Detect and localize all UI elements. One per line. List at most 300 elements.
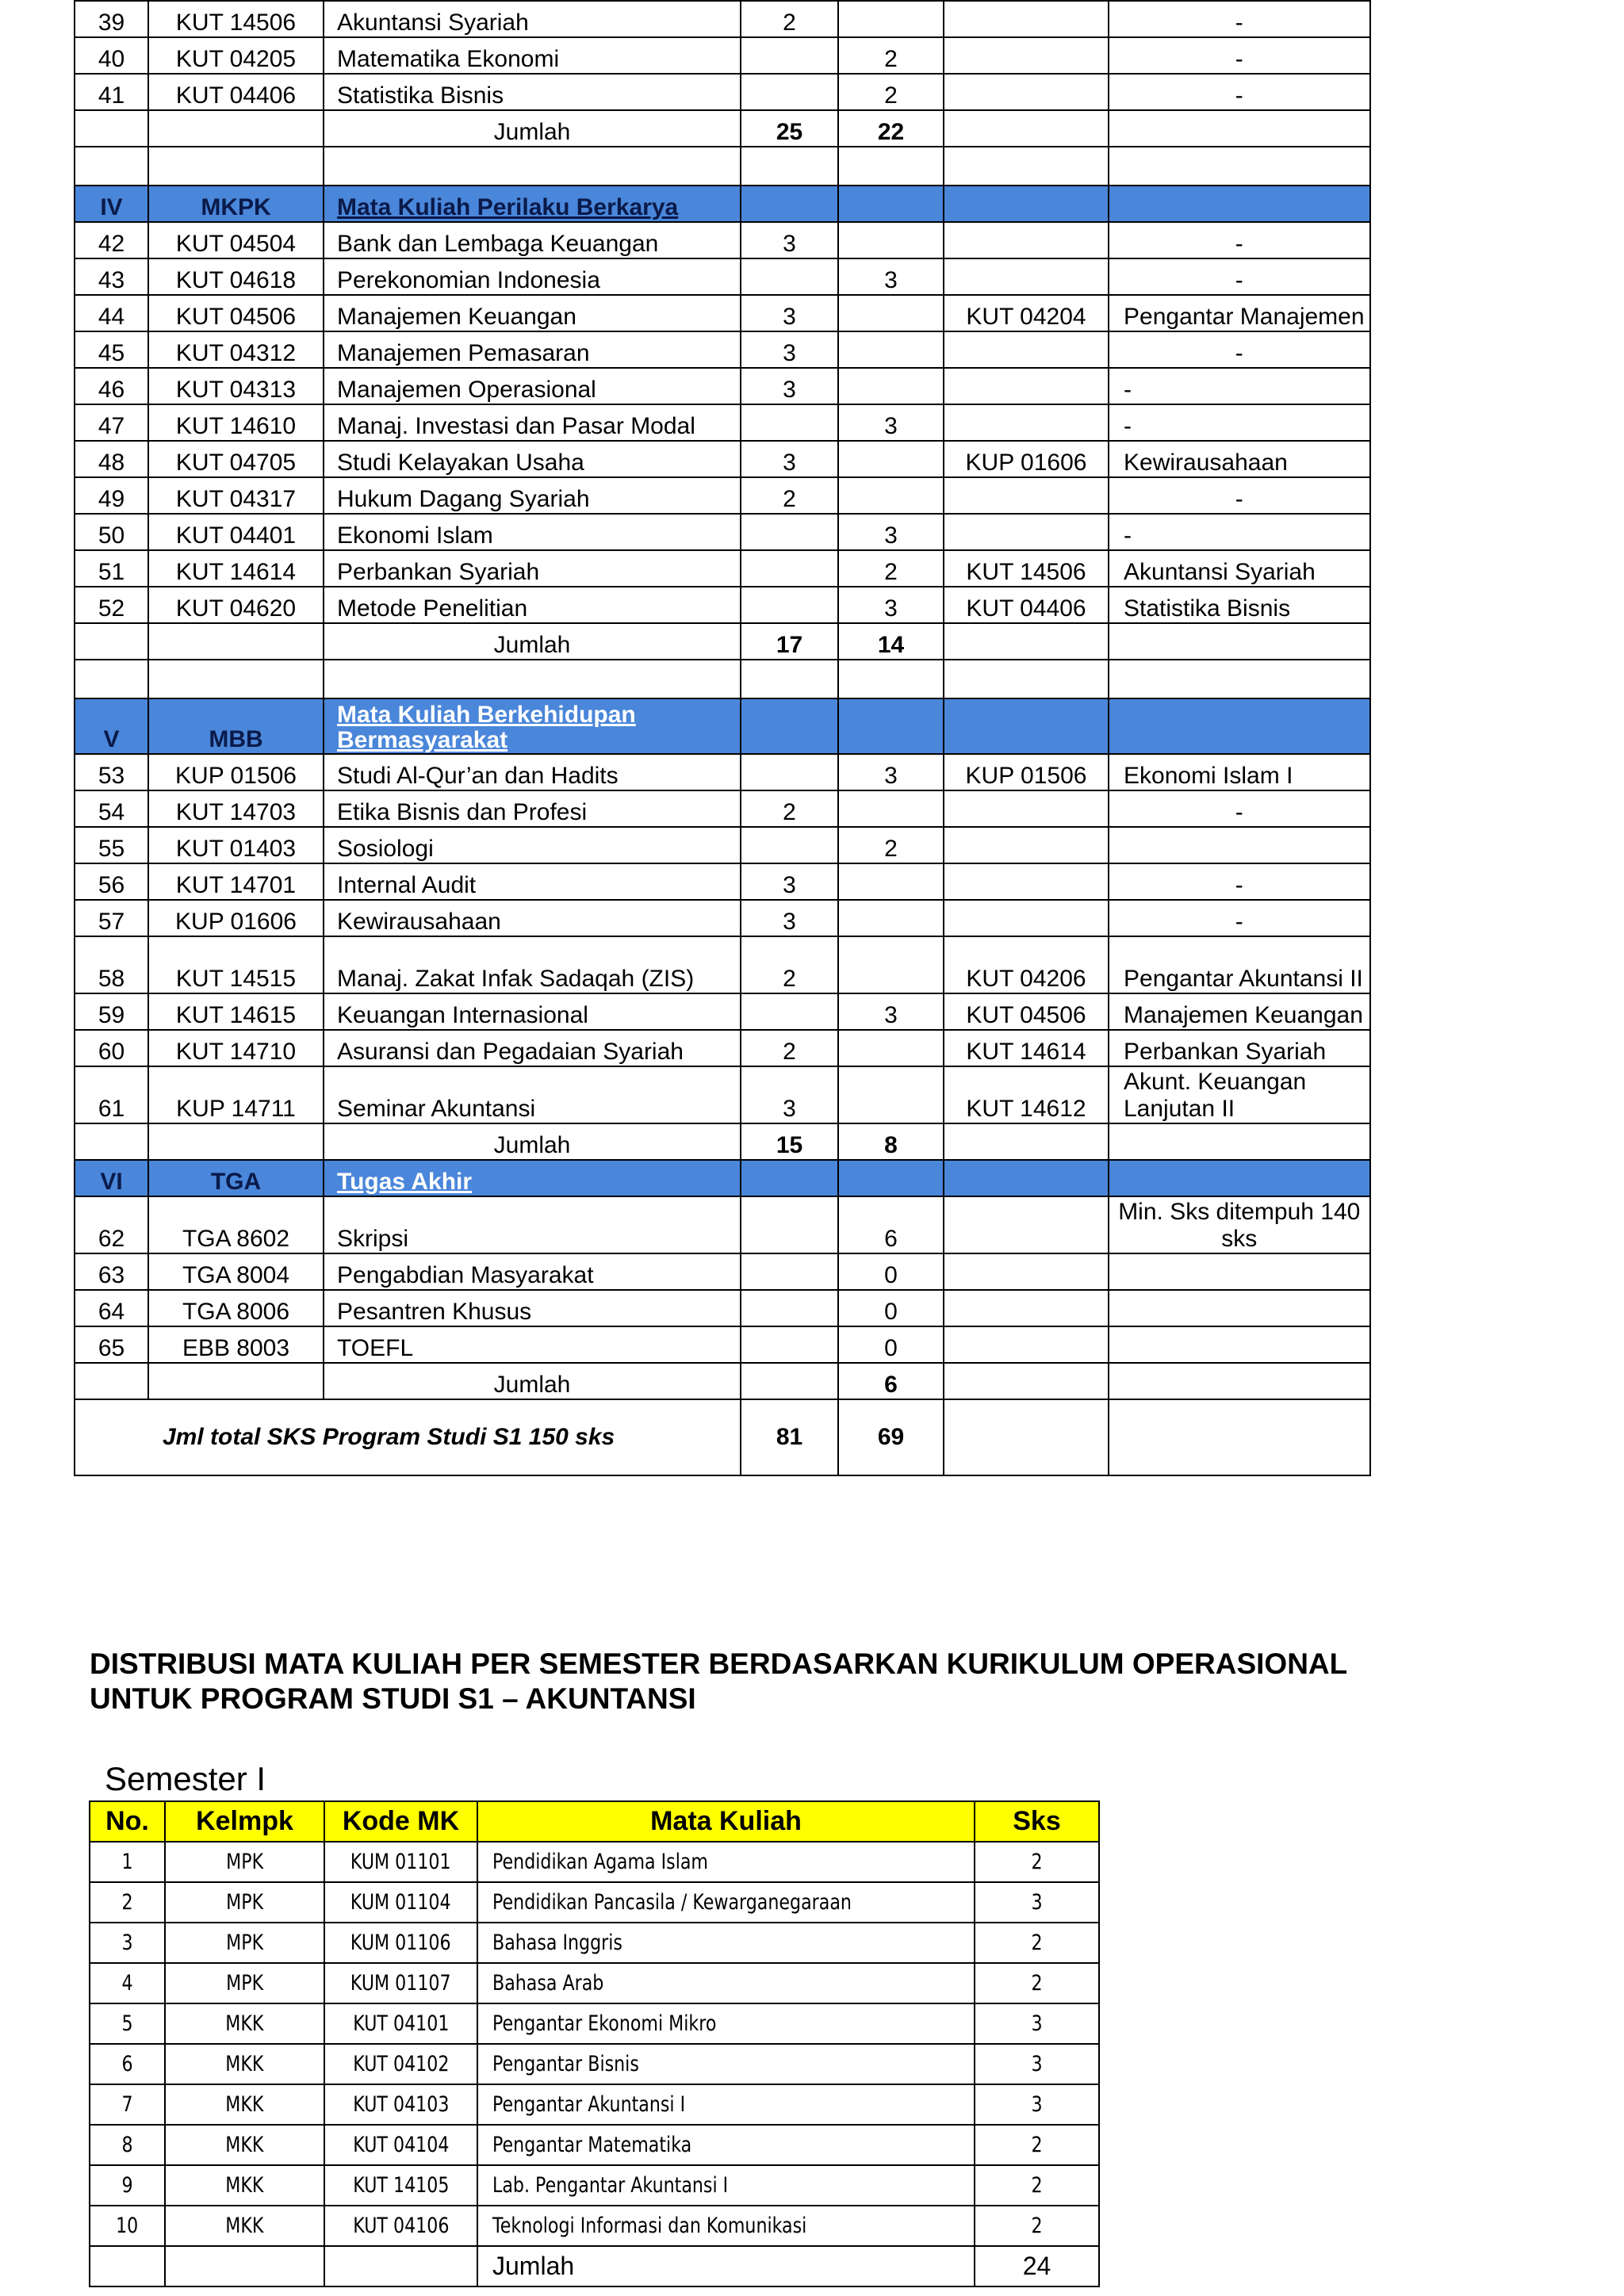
semester-code-cell: [324, 2165, 477, 2206]
semester-course: Pendidikan Agama Islam: [492, 1850, 708, 1874]
prereq-code: KUT 04204: [944, 295, 1109, 331]
semester-course: Pengantar Akuntansi I: [492, 2092, 686, 2117]
prereq-code: [944, 1253, 1109, 1290]
course-sks-b: 3: [838, 514, 944, 550]
semester-sks-cell: [975, 1882, 1099, 1923]
semester-no-cell: [90, 1842, 165, 1882]
semester-course-cell: [477, 1882, 975, 1923]
semester-no: 7: [121, 2092, 133, 2117]
course-sks-a: 3: [741, 295, 838, 331]
course-sks-b: 2: [838, 74, 944, 110]
course-sks-b: [838, 477, 944, 514]
semester-no-cell: [90, 2003, 165, 2044]
section-empty: [838, 1160, 944, 1196]
semester-code: KUM 01104: [350, 1890, 451, 1915]
course-sks-b: [838, 900, 944, 936]
course-sks-a: 2: [741, 1, 838, 37]
prereq-code: [944, 1326, 1109, 1363]
semester-row: [90, 1882, 1099, 1923]
semester-group-cell: [165, 2003, 324, 2044]
semester-total-row: [90, 2246, 1099, 2286]
course-code: KUT 14610: [148, 404, 324, 441]
semester-course: Pengantar Ekonomi Mikro: [492, 2011, 717, 2036]
prereq-code: KUT 14612: [944, 1066, 1109, 1123]
course-row: [75, 441, 1370, 477]
semester-row: [90, 2003, 1099, 2044]
course-code: KUT 14710: [148, 1030, 324, 1066]
total-empty-pre-name: [1109, 623, 1370, 660]
total-row: [75, 110, 1370, 147]
semester-code: KUM 01106: [350, 1931, 451, 1955]
course-no: 44: [75, 295, 148, 331]
total-row: [75, 1123, 1370, 1160]
course-sks-a: 2: [741, 477, 838, 514]
course-no: 62: [75, 1196, 148, 1253]
distribution-heading: [90, 1647, 1347, 1716]
course-sks-b: [838, 222, 944, 258]
prereq-code: [944, 368, 1109, 404]
semester-sks-cell: [975, 1842, 1099, 1882]
course-sks-b: 0: [838, 1326, 944, 1363]
prereq-code: KUT 04206: [944, 936, 1109, 993]
total-label: Jumlah: [324, 623, 741, 660]
semester-group: MKK: [225, 2173, 264, 2198]
course-row: [75, 1196, 1370, 1253]
course-sks-b: [838, 295, 944, 331]
prereq-name: Statistika Bisnis: [1109, 587, 1370, 623]
course-sks-a: [741, 404, 838, 441]
course-no: 64: [75, 1290, 148, 1326]
semester-no-cell: [90, 2125, 165, 2165]
course-row: [75, 550, 1370, 587]
spacer-cell: [741, 660, 838, 698]
course-no: 40: [75, 37, 148, 74]
semester-total-label-cell: [477, 2246, 975, 2286]
semester-code: KUT 04104: [352, 2133, 450, 2157]
section-row: [75, 1160, 1370, 1196]
semester-sks-cell: [975, 1923, 1099, 1963]
semester-no-cell: [90, 1882, 165, 1923]
semester-no-cell: [90, 1963, 165, 2003]
total-empty-code: [148, 1363, 324, 1399]
prereq-code: KUT 04406: [944, 587, 1109, 623]
semester-group: MPK: [226, 1850, 263, 1874]
course-sks-a: [741, 587, 838, 623]
semester-row: [90, 2165, 1099, 2206]
course-code: EBB 8003: [148, 1326, 324, 1363]
semester-group-cell: [165, 2084, 324, 2125]
semester-group-cell: [165, 1923, 324, 1963]
semester-sks: 2: [1031, 1971, 1043, 1996]
semester-no: 1: [121, 1850, 133, 1874]
semester-sks-cell: [975, 2084, 1099, 2125]
prereq-code: [944, 222, 1109, 258]
total-sks-b: 14: [838, 623, 944, 660]
semester-group: MKK: [225, 2214, 264, 2238]
course-code: KUT 04618: [148, 258, 324, 295]
spacer-cell: [944, 147, 1109, 186]
semester-code-cell: [324, 2003, 477, 2044]
semester-course: Bahasa Arab: [492, 1971, 604, 1996]
grand-total-sks-a: 81: [741, 1399, 838, 1475]
prereq-code: [944, 863, 1109, 900]
course-name: Seminar Akuntansi: [324, 1066, 741, 1123]
semester-course: Lab. Pengantar Akuntansi I: [492, 2173, 729, 2198]
section-roman: VI: [75, 1160, 148, 1196]
spacer-cell: [324, 147, 741, 186]
course-row: [75, 74, 1370, 110]
course-sks-a: 3: [741, 1066, 838, 1123]
semester-row: [90, 1923, 1099, 1963]
spacer-cell: [838, 147, 944, 186]
course-code: KUT 04205: [148, 37, 324, 74]
course-name: Kewirausahaan: [324, 900, 741, 936]
total-sks-a: [741, 1363, 838, 1399]
semester-course-cell: [477, 2165, 975, 2206]
section-title: Tugas Akhir: [324, 1160, 741, 1196]
prereq-name: [1109, 1290, 1370, 1326]
course-name: Statistika Bisnis: [324, 74, 741, 110]
semester-group: MPK: [226, 1890, 263, 1915]
prereq-code: [944, 37, 1109, 74]
course-row: [75, 514, 1370, 550]
semester-no-cell: [90, 2044, 165, 2084]
spacer-row: [75, 660, 1370, 698]
semester-course: Pengantar Bisnis: [492, 2052, 639, 2076]
course-no: 57: [75, 900, 148, 936]
prereq-name: -: [1109, 331, 1370, 368]
course-code: KUT 04406: [148, 74, 324, 110]
semester-no: 6: [121, 2052, 133, 2076]
prereq-code: [944, 404, 1109, 441]
total-label: Jumlah: [324, 1123, 741, 1160]
semester-no: 2: [121, 1890, 133, 1915]
total-empty-pre-code: [944, 1123, 1109, 1160]
spacer-cell: [741, 147, 838, 186]
total-empty-pre-name: [1109, 110, 1370, 147]
total-empty-pre-name: [1109, 1363, 1370, 1399]
course-sks-b: [838, 790, 944, 827]
semester-code-cell: [324, 2084, 477, 2125]
prereq-name: -: [1109, 790, 1370, 827]
semester-group-cell: [165, 2206, 324, 2246]
semester-group-cell: [165, 2044, 324, 2084]
spacer-cell: [1109, 660, 1370, 698]
section-group: TGA: [148, 1160, 324, 1196]
course-no: 61: [75, 1066, 148, 1123]
course-row: [75, 258, 1370, 295]
course-name: Manaj. Zakat Infak Sadaqah (ZIS): [324, 936, 741, 993]
spacer-cell: [148, 147, 324, 186]
course-name: Etika Bisnis dan Profesi: [324, 790, 741, 827]
course-code: KUT 14614: [148, 550, 324, 587]
spacer-cell: [944, 660, 1109, 698]
course-row: [75, 1290, 1370, 1326]
course-code: KUT 04317: [148, 477, 324, 514]
semester-sks: 2: [1031, 1931, 1043, 1955]
course-sks-a: 2: [741, 936, 838, 993]
course-row: [75, 404, 1370, 441]
total-empty-no: [75, 1123, 148, 1160]
course-row: [75, 1253, 1370, 1290]
total-empty-no: [75, 623, 148, 660]
semester-sks: 3: [1031, 2011, 1043, 2036]
total-sks-b: 8: [838, 1123, 944, 1160]
semester-code: KUM 01101: [350, 1850, 451, 1874]
semester-row: [90, 2044, 1099, 2084]
course-name: Sosiologi: [324, 827, 741, 863]
semester-course: Pengantar Matematika: [492, 2133, 692, 2157]
course-name: Studi Al-Qur’an dan Hadits: [324, 754, 741, 790]
course-row: [75, 222, 1370, 258]
course-row: [75, 1326, 1370, 1363]
course-no: 52: [75, 587, 148, 623]
course-code: KUT 04504: [148, 222, 324, 258]
course-row: [75, 295, 1370, 331]
course-no: 60: [75, 1030, 148, 1066]
prereq-code: [944, 790, 1109, 827]
prereq-name: Pengantar Manajemen: [1109, 295, 1370, 331]
course-sks-b: 6: [838, 1196, 944, 1253]
section-empty: [1109, 698, 1370, 754]
semester-sks: 3: [1031, 2052, 1043, 2076]
course-sks-a: [741, 993, 838, 1030]
total-empty-pre-name: [1109, 1123, 1370, 1160]
total-sks-a: 17: [741, 623, 838, 660]
section-roman: IV: [75, 186, 148, 222]
col-header-code: Kode MK: [324, 1801, 477, 1842]
course-sks-a: 3: [741, 368, 838, 404]
semester-code-cell: [324, 1963, 477, 2003]
section-empty: [944, 186, 1109, 222]
course-sks-b: [838, 368, 944, 404]
total-empty-pre-code: [944, 623, 1109, 660]
semester-code-cell: [324, 2125, 477, 2165]
semester-sks-cell: [975, 2044, 1099, 2084]
semester-course-cell: [477, 2125, 975, 2165]
course-sks-a: 3: [741, 331, 838, 368]
course-name: Bank dan Lembaga Keuangan: [324, 222, 741, 258]
prereq-code: KUT 14506: [944, 550, 1109, 587]
semester-total-label: Jumlah: [492, 2252, 575, 2280]
course-name: Pengabdian Masyarakat: [324, 1253, 741, 1290]
course-sks-b: 0: [838, 1290, 944, 1326]
course-sks-a: 3: [741, 441, 838, 477]
spacer-cell: [148, 660, 324, 698]
semester-group-cell: [165, 2165, 324, 2206]
semester-group: MKK: [225, 2092, 264, 2117]
semester-course: Teknologi Informasi dan Komunikasi: [492, 2214, 807, 2238]
section-empty: [944, 698, 1109, 754]
course-sks-a: [741, 1326, 838, 1363]
section-group: MBB: [148, 698, 324, 754]
total-empty-no: [75, 1363, 148, 1399]
semester-row: [90, 2084, 1099, 2125]
semester-sks: 2: [1031, 2214, 1043, 2238]
prereq-name: -: [1109, 900, 1370, 936]
prereq-name: -: [1109, 222, 1370, 258]
semester-code: KUT 04106: [352, 2214, 450, 2238]
total-sks-b: 6: [838, 1363, 944, 1399]
prereq-code: [944, 1290, 1109, 1326]
course-row: [75, 827, 1370, 863]
course-row: [75, 477, 1370, 514]
spacer-cell: [1109, 147, 1370, 186]
section-row: [75, 698, 1370, 754]
semester-total-sks-cell: [975, 2246, 1099, 2286]
course-row: [75, 993, 1370, 1030]
prereq-code: [944, 477, 1109, 514]
semester-course-cell: [477, 1842, 975, 1882]
curriculum-body: [75, 1, 1370, 1475]
grand-total-sks-b: 69: [838, 1399, 944, 1475]
course-no: 58: [75, 936, 148, 993]
semester-course-cell: [477, 1923, 975, 1963]
course-sks-b: 2: [838, 550, 944, 587]
prereq-name: Akuntansi Syariah: [1109, 550, 1370, 587]
total-empty-code: [148, 623, 324, 660]
semester-sks-cell: [975, 2125, 1099, 2165]
prereq-name: [1109, 827, 1370, 863]
course-code: TGA 8004: [148, 1253, 324, 1290]
course-sks-a: [741, 1196, 838, 1253]
course-sks-a: [741, 514, 838, 550]
prereq-code: KUP 01606: [944, 441, 1109, 477]
semester-course-cell: [477, 2003, 975, 2044]
course-code: KUT 04506: [148, 295, 324, 331]
course-no: 46: [75, 368, 148, 404]
prereq-name: Ekonomi Islam I: [1109, 754, 1370, 790]
total-empty-no: [75, 110, 148, 147]
section-empty: [1109, 1160, 1370, 1196]
prereq-name: -: [1109, 258, 1370, 295]
semester-no: 4: [121, 1971, 133, 1996]
total-label: Jumlah: [324, 1363, 741, 1399]
course-no: 63: [75, 1253, 148, 1290]
grand-empty-pre-name: [1109, 1399, 1370, 1475]
total-empty-pre-code: [944, 110, 1109, 147]
total-empty-pre-code: [944, 1363, 1109, 1399]
course-code: KUT 04705: [148, 441, 324, 477]
semester-header-row: [90, 1801, 1099, 1842]
prereq-name: Perbankan Syariah: [1109, 1030, 1370, 1066]
semester-course-cell: [477, 2044, 975, 2084]
course-sks-a: [741, 37, 838, 74]
semester-total-empty: [165, 2246, 324, 2286]
course-sks-b: 0: [838, 1253, 944, 1290]
semester-code: KUT 14105: [352, 2173, 450, 2198]
course-code: KUT 14506: [148, 1, 324, 37]
semester-group-cell: [165, 2125, 324, 2165]
semester-code-cell: [324, 1923, 477, 1963]
course-name: Internal Audit: [324, 863, 741, 900]
col-header-course: Mata Kuliah: [477, 1801, 975, 1842]
course-sks-a: 3: [741, 222, 838, 258]
course-sks-b: [838, 331, 944, 368]
prereq-name: Akunt. Keuangan Lanjutan II: [1109, 1066, 1370, 1123]
course-row: [75, 587, 1370, 623]
course-name: Manajemen Operasional: [324, 368, 741, 404]
semester-group: MKK: [225, 2052, 264, 2076]
course-sks-b: 2: [838, 37, 944, 74]
prereq-name: -: [1109, 514, 1370, 550]
section-title: Mata Kuliah Perilaku Berkarya: [324, 186, 741, 222]
prereq-code: [944, 331, 1109, 368]
prereq-code: [944, 900, 1109, 936]
total-sks-b: 22: [838, 110, 944, 147]
course-row: [75, 331, 1370, 368]
semester-no-cell: [90, 2084, 165, 2125]
semester-title: Semester I: [105, 1760, 266, 1797]
course-sks-b: [838, 1, 944, 37]
semester-group-cell: [165, 1842, 324, 1882]
course-row: [75, 1, 1370, 37]
course-name: Pesantren Khusus: [324, 1290, 741, 1326]
curriculum-table: [74, 0, 1371, 1476]
course-sks-a: 2: [741, 790, 838, 827]
course-code: TGA 8006: [148, 1290, 324, 1326]
course-sks-a: [741, 1253, 838, 1290]
course-sks-a: 3: [741, 863, 838, 900]
course-name: Metode Penelitian: [324, 587, 741, 623]
section-empty: [741, 186, 838, 222]
semester-sks: 2: [1031, 2133, 1043, 2157]
course-name: Skripsi: [324, 1196, 741, 1253]
semester-code: KUT 04102: [352, 2052, 450, 2076]
semester-sks: 2: [1031, 1850, 1043, 1874]
course-sks-b: 3: [838, 754, 944, 790]
semester-sks: 3: [1031, 1890, 1043, 1915]
semester-code-cell: [324, 1842, 477, 1882]
semester-no: 9: [121, 2173, 133, 2198]
course-row: [75, 754, 1370, 790]
section-empty: [1109, 186, 1370, 222]
semester-course-cell: [477, 2084, 975, 2125]
course-code: KUP 01506: [148, 754, 324, 790]
prereq-name: [1109, 1253, 1370, 1290]
course-code: KUT 01403: [148, 827, 324, 863]
course-no: 56: [75, 863, 148, 900]
course-sks-a: [741, 550, 838, 587]
course-sks-a: 3: [741, 900, 838, 936]
section-empty: [838, 186, 944, 222]
spacer-cell: [75, 660, 148, 698]
semester-sks-cell: [975, 2206, 1099, 2246]
course-row: [75, 1030, 1370, 1066]
semester-row: [90, 2206, 1099, 2246]
course-code: KUT 04312: [148, 331, 324, 368]
course-row: [75, 1066, 1370, 1123]
course-code: KUT 04313: [148, 368, 324, 404]
total-label: Jumlah: [324, 110, 741, 147]
course-name: TOEFL: [324, 1326, 741, 1363]
semester-group-cell: [165, 1882, 324, 1923]
semester-group: MPK: [226, 1931, 263, 1955]
course-sks-a: [741, 258, 838, 295]
semester-row: [90, 2125, 1099, 2165]
prereq-name: [1109, 1326, 1370, 1363]
semester-no: 3: [121, 1931, 133, 1955]
section-empty: [944, 1160, 1109, 1196]
spacer-cell: [838, 660, 944, 698]
semester-course: Bahasa Inggris: [492, 1931, 622, 1955]
semester-total-sks: 24: [1022, 2252, 1051, 2280]
semester-code: KUM 01107: [350, 1971, 451, 1996]
course-name: Manajemen Pemasaran: [324, 331, 741, 368]
semester-sks-cell: [975, 1963, 1099, 2003]
semester-course-cell: [477, 2206, 975, 2246]
course-no: 50: [75, 514, 148, 550]
